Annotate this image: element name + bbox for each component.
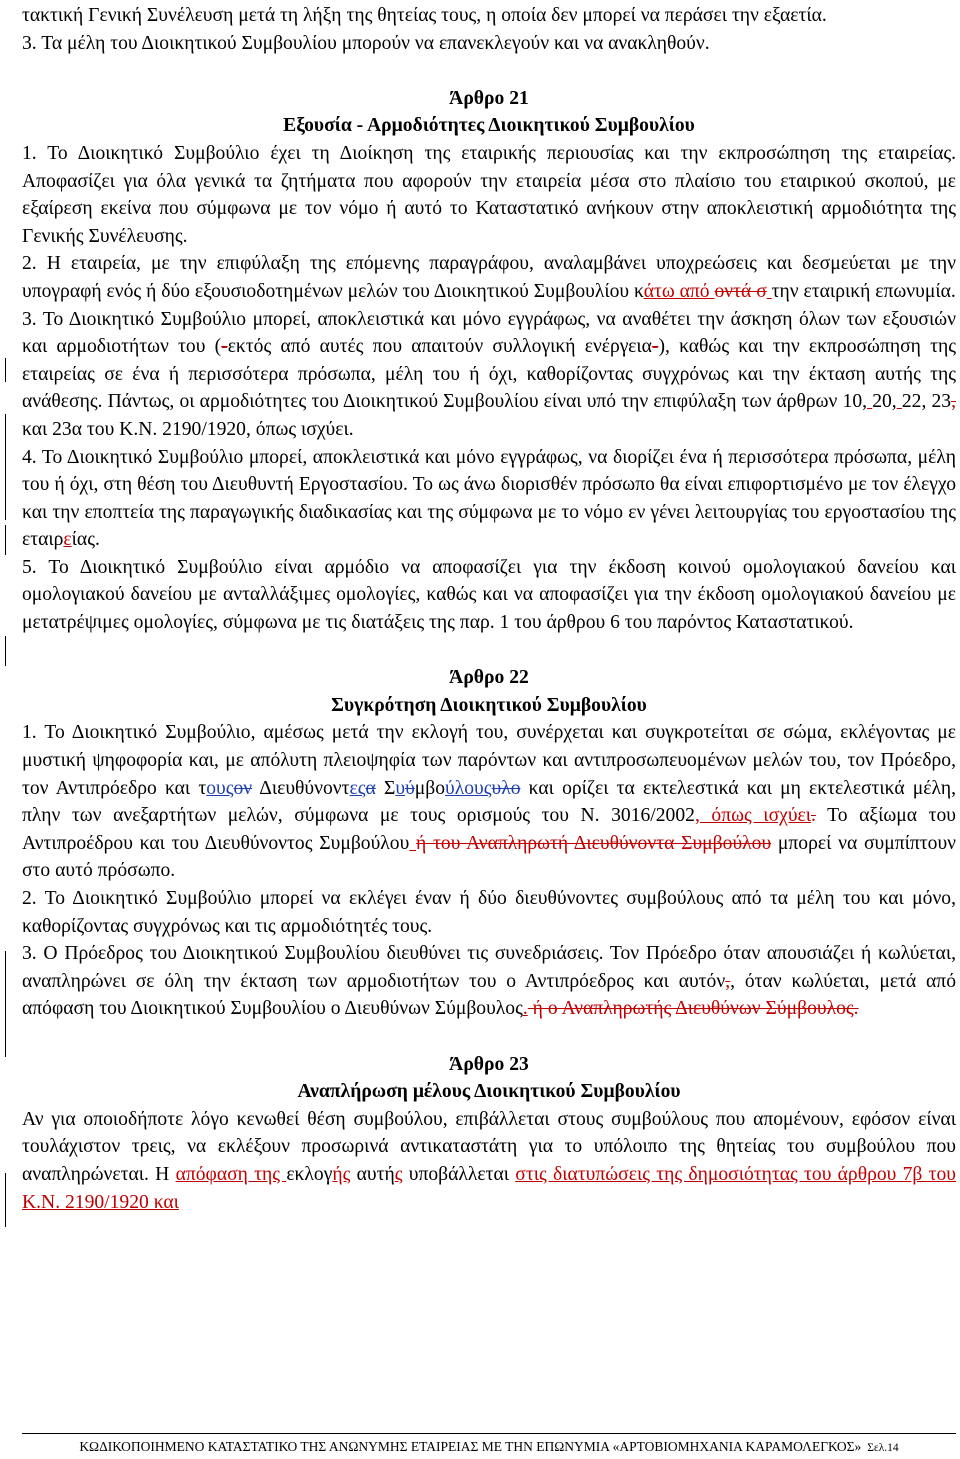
article-21-para-3 [22, 306, 956, 444]
deleted-text: , [725, 970, 731, 992]
article-23-title: Άρθρο 23 [449, 1053, 529, 1075]
text-run: και 23α του Κ.Ν. 2190/1920, όπως ισχύει. [22, 418, 354, 440]
deleted-text: ον [233, 777, 253, 799]
text-run: μπορεί να συμπίπτουν στο αυτό πρόσωπο. [22, 832, 957, 882]
text-run: Το αξίωμα του Αντιπροέδρου και του Διευθύνοντος Συμβούλου [22, 805, 956, 854]
article-21-subtitle: Εξουσία - Αρμοδιότητες Διοικητικού Συμβουλίου [283, 115, 695, 137]
document-page [22, 2, 956, 1216]
change-bar [5, 358, 6, 382]
article-22-para-2: 2. Το Διοικητικό Συμβούλιο μπορεί να εκλέγει έναν ή δύο διευθύνοντες συμβούλους από τα μέλη του και μόνο, καθορίζοντας συγχρόνως και τις αρμοδιότητές τους. [22, 888, 956, 937]
text-run: υποβάλλεται [402, 1163, 516, 1185]
deleted-text: ή ο Αναπληρωτής Διευθύνων Σύμβουλος [527, 998, 854, 1020]
text-run: 2. Η εταιρεία, με την επιφύλαξη της επόμενης παραγράφου, αναλαμβάνει υποχρεώσεις και δεσμεύεται με την υπογραφή ενός ή δύο εξουσιοδοτημένων μελών του Διοικητικού Συμβουλίου κ [22, 253, 956, 302]
deleted-text: . [853, 998, 859, 1020]
deleted-text: ύ [405, 777, 415, 799]
inserted-text: άτω από [643, 280, 715, 302]
inserted-text: ς [394, 1163, 403, 1185]
inserted-text: ους [206, 777, 234, 799]
inserted-text: ε [63, 529, 72, 551]
article-22-para-3 [22, 940, 956, 1023]
inserted-text: ής [332, 1163, 351, 1185]
text-run: εκλογ [286, 1163, 333, 1185]
page-footer [22, 1433, 956, 1456]
text-run: , όταν κωλύεται, μετά από απόφαση του Διοικητικού Συμβουλίου ο Διευθύνων Σύμβουλος [22, 970, 956, 1020]
change-bar [5, 525, 6, 555]
deleted-text: υλο [491, 777, 521, 799]
footer-title: ΚΩΔΙΚΟΠΟΙΗΜΕΝΟ ΚΑΤΑΣΤΑΤΙΚΟ ΤΗΣ ΑΝΩΝΥΜΗΣ ΕΤΑΙΡΕΙΑΣ ΜΕ ΤΗΝ ΕΠΩΝΥΜΙΑ «ΑΡΤΟΒΙΟΜΗΧΑΝΙΑ ΚΑΡΑΜΟΛΕΓΚΟΣ» [79, 1439, 862, 1454]
intro-text: τακτική Γενική Συνέλευση μετά τη λήξη της θητείας τους, η οποία δεν μπορεί να περάσει την εξαετία. [22, 5, 827, 26]
text-run: 22, 23 [901, 391, 952, 413]
text-run: 3. Ο Πρόεδρος του Διοικητικού Συμβουλίου διευθύνει τις συνεδριάσεις. Τον Πρόεδρο όταν απουσιάζει ή κωλύεται, αναπληρώνει σε όλη την έκταση των αρμοδιοτήτων του ο Αντιπρόεδρος και αυτόν [22, 943, 956, 992]
deleted-text: , [951, 391, 956, 413]
inserted-text: ες [349, 777, 366, 799]
text-run: μβο [414, 777, 446, 799]
article-21-para-4 [22, 444, 956, 554]
article-21-title: Άρθρο 21 [449, 87, 529, 109]
change-bar [5, 636, 6, 666]
text-run: και ορίζει τα εκτελεστικά και μη εκτελεστικά μέλη, πλην των ανεξαρτήτων μελών, σύμφωνα με τους ορισμούς του Ν. 3016/2002 [22, 777, 956, 827]
text-run: εκτός από αυτές που απαιτούν συλλογική ενέργεια [227, 336, 652, 358]
deleted-text: ή του Αναπληρωτή Διευθύνοντα Συμβούλου [416, 832, 772, 854]
article-21-para-5: 5. Το Διοικητικό Συμβούλιο είναι αρμόδιο να αποφασίζει για την έκδοση κοινού ομολογιακού δανείου και ομολογιακού δανείου με ανταλλάξιμες ομολογίες, καθώς και να αποφασίζει για την έκδοση ομολογιακού δανείου με μετατρέψιμες ομολογίες, σύμφωνα με τις διατάξεις της παρ. 1 του άρθρου 6 του παρόντος Καταστατικού. [22, 556, 956, 634]
article-22-para-1 [22, 719, 956, 885]
change-bar [5, 414, 6, 520]
text-run: 3. Το Διοικητικό Συμβούλιο μπορεί, αποκλειστικά και μόνο εγγράφως, να αναθέτει την άσκηση όλων των εξουσιών και αρμοδιοτήτων του ( [22, 308, 956, 358]
deleted-text: οντά σ [714, 280, 767, 302]
change-bar [5, 951, 6, 1057]
deleted-text: - [221, 336, 228, 358]
inserted-text: ύλους [445, 777, 492, 799]
deleted-text: α [365, 777, 376, 799]
text-run: την εταιρική επωνυμία. [771, 280, 956, 302]
inserted-text: , όπως ισχύει [694, 805, 812, 827]
article-21-para-1: 1. Το Διοικητικό Συμβούλιο έχει τη Διοίκηση της εταιρικής περιουσίας και την εκπροσώπηση της εταιρείας. Αποφασίζει για όλα γενικά τα ζητήματα που αφορούν την εταιρεία μέσα στο πλαίσιο του εταιρικού σκοπού, με εξαίρεση εκείνα που σύμφωνα με τον νόμο ή αυτό το Καταστατικό ανήκουν στην αποκλειστική αρμοδιότητα της Γενικής Συνέλευσης. [22, 142, 956, 247]
text-run: Διευθύνοντ [252, 777, 350, 799]
deleted-text: - [651, 336, 659, 358]
inserted-text: στις διατυπώσεις της δημοσιότητας του άρθρου 7β του Κ.Ν. 2190/1920 και [22, 1163, 957, 1213]
article-21-para-2 [22, 250, 956, 305]
inserted-text: υ [395, 777, 406, 799]
deleted-text: . [811, 805, 816, 827]
text-run: 4. Το Διοικητικό Συμβούλιο μπορεί, αποκλειστικά και μόνο εγγράφως, να διορίζει ένα ή περισσότερα πρόσωπα, μέλη του ή όχι, στη θέση του Διευθυντή Εργοστασίου. Το ως άνω διορισθέν πρόσωπο θα είναι επιφορτισμένο με τον έλεγχο και την εποπτεία της παραγωγικής διαδικασίας και της σύμφωνα με το νόμο εν γένει λειτουργίας του εργοστασίου της εταιρ [22, 446, 956, 551]
change-bar [5, 1173, 6, 1227]
page-number: Σελ.14 [867, 1442, 899, 1454]
text-run: Σ [375, 777, 396, 799]
text-run: ίας. [71, 529, 100, 551]
text-run: Αν για οποιοδήποτε λόγο κενωθεί θέση συμβούλου, επιβάλλεται στους συμβούλους που απομένουν, εφόσον είναι τουλάχιστον τρεις, να εκλέξουν προσωρινά αντικαταστάτη για το υπόλοιπο της θητείας του συμβούλου που αναπληρώνεται. Η [22, 1108, 956, 1185]
article-22-subtitle: Συγκρότηση Διοικητικού Συμβουλίου [331, 694, 647, 716]
text-run: αυτή [350, 1163, 395, 1185]
text-run: 20, [872, 391, 897, 413]
inserted-text: απόφαση της [175, 1163, 287, 1185]
article-22-title: Άρθρο 22 [449, 667, 529, 689]
inserted-text: . [522, 998, 528, 1020]
intro-item-3: 3. Τα μέλη του Διοικητικού Συμβουλίου μπορούν να επανεκλεγούν και να ανακληθούν. [22, 32, 710, 54]
text-run: ), καθώς και την εκπροσώπηση της εταιρείας σε ένα ή περισσότερα πρόσωπα, μέλη του ή όχι, καθορίζοντας συγχρόνως και την έκταση αυτής της ανάθεσης. Πάντως, οι αρμοδιότητες του Διοικητικού Συμβουλίου είναι υπό την επιφύλαξη των άρθρων 10, [22, 336, 956, 413]
text-run: 1. Το Διοικητικό Συμβούλιο, αμέσως μετά την εκλογή του, συνέρχεται και συγκροτείται σε σώμα, εκλέγοντας με μυστική ψηφοφορία και, με απόλυτη πλειοψηφία των παρόντων και αντιπροσωπευομένων μελών του, τον Πρόεδρο, τον Αντιπρόεδρο και τ [22, 722, 956, 799]
article-23-para-1 [22, 1106, 956, 1216]
article-23-subtitle: Αναπλήρωση μέλους Διοικητικού Συμβουλίου [297, 1081, 681, 1103]
